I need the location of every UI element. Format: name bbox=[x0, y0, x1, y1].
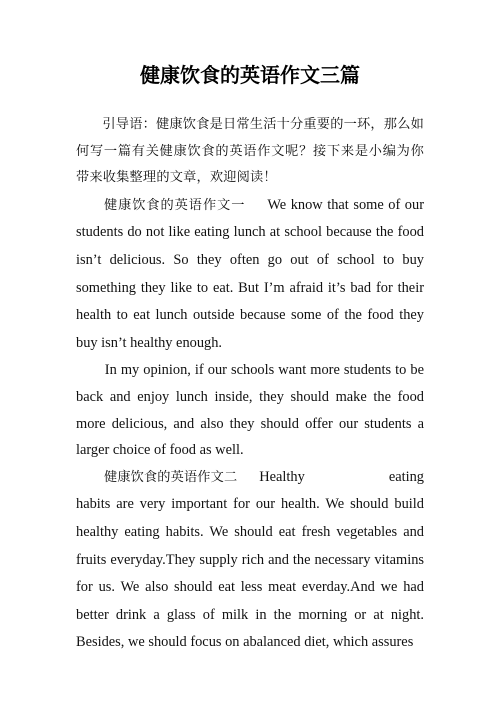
essay2-text: eating habits are very important for our health. We should build healthy eating habits. We should eat fresh vegetables and fruits everyday.They supply rich and the necessary vitamins for us. We also should eat less meat everday.And we had better drink a glass of milk in the morning or at night. Besides, we should focus on abalanced diet, which assures bbox=[76, 468, 424, 651]
essay1-text: We know that some of our students do not like eating lunch at school because the food isn’t delicious. So they often go out of school to buy something they like to eat. But I’m afraid it’s bad for their health to eat lunch outside because some of the food they buy isn’t healthy enough. bbox=[76, 196, 424, 351]
essay2-paragraph1 bbox=[76, 464, 424, 657]
essay1-paragraph1 bbox=[76, 192, 424, 358]
essay2-heading: 健康饮食的英语作文二 bbox=[104, 469, 238, 485]
essay1-paragraph2: In my opinion, if our schools want more students to be back and enjoy lunch inside, they should make the food more delicious, and also they should offer our students a larger choice of food as well. bbox=[76, 362, 424, 459]
document-body bbox=[76, 112, 424, 657]
essay2-first-word: Healthy bbox=[259, 468, 305, 485]
intro-paragraph: 引导语：健康饮食是日常生活十分重要的一环，那么如何写一篇有关健康饮食的英语作文呢？接下来是小编为你带来收集整理的文章，欢迎阅读！ bbox=[76, 117, 424, 186]
page-title: 健康饮食的英语作文三篇 bbox=[140, 63, 360, 87]
essay1-heading: 健康饮食的英语作文一 bbox=[104, 197, 246, 213]
